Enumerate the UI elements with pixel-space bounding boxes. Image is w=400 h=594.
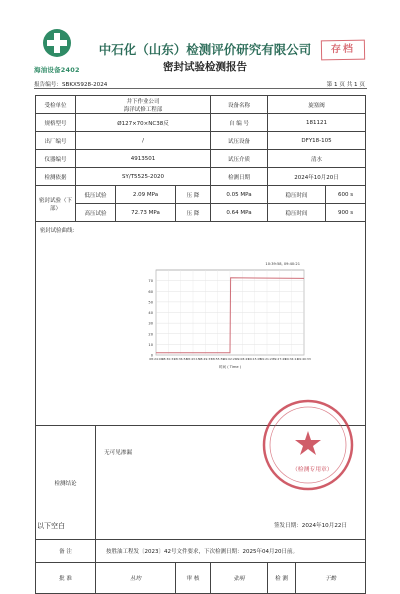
y-tick-label: 50 bbox=[148, 300, 153, 305]
label-test-equipment: 试压设备 bbox=[211, 132, 268, 150]
x-tick-label: 08:43:15 bbox=[186, 357, 200, 361]
label-approve: 批 准 bbox=[36, 563, 96, 594]
label-high-hold: 稳压时间 bbox=[268, 204, 326, 222]
label-instrument-number: 仪器编号 bbox=[36, 150, 76, 168]
unit-line-1: 井下作业公司 bbox=[126, 98, 160, 105]
value-equipment-name: 旋塞阀 bbox=[268, 96, 366, 114]
label-seal-test: 密封试验（下部） bbox=[36, 186, 76, 222]
logo-caption: 海油设备2402 bbox=[34, 66, 80, 74]
label-standard: 检测依据 bbox=[36, 168, 76, 186]
report-title: 密封试验检测报告 bbox=[163, 61, 247, 73]
value-self-number: 181121 bbox=[268, 114, 366, 132]
y-tick-label: 60 bbox=[148, 289, 153, 294]
row-standard bbox=[36, 168, 366, 186]
label-test-date: 检测日期 bbox=[211, 168, 268, 186]
sign-date: 签发日期：2024年10月22日 bbox=[273, 523, 348, 529]
label-low-pressure: 低压试验 bbox=[76, 186, 116, 204]
row-high-pressure bbox=[36, 204, 366, 222]
y-tick-label: 30 bbox=[148, 321, 153, 326]
report-number: 报告编号：SBKX5928-2024 bbox=[34, 82, 108, 88]
row-low-pressure bbox=[36, 186, 366, 204]
label-conclusion: 检测结论 bbox=[36, 426, 96, 540]
value-test-medium: 清水 bbox=[268, 150, 366, 168]
label-low-hold: 稳压时间 bbox=[268, 186, 326, 204]
label-review: 审 核 bbox=[176, 563, 211, 594]
label-self-number: 自 编 号 bbox=[211, 114, 268, 132]
label-high-pressure: 高压试验 bbox=[76, 204, 116, 222]
row-factory bbox=[36, 132, 366, 150]
value-test-date: 2024年10月20日 bbox=[268, 168, 366, 186]
row-model bbox=[36, 114, 366, 132]
value-standard: SY/T5525-2020 bbox=[76, 168, 211, 186]
y-tick-label: 0 bbox=[150, 353, 153, 358]
x-tick-label: 08:24:09 bbox=[149, 357, 163, 361]
value-low-hold: 600 s bbox=[326, 186, 366, 204]
x-tick-label: 09:27:49 bbox=[272, 357, 287, 361]
company-name: 中石化（山东）检测评价研究有限公司 bbox=[98, 42, 312, 57]
value-low-pressure: 2.09 MPa bbox=[116, 186, 176, 204]
x-tick-label: 09:21:27 bbox=[260, 357, 274, 361]
y-tick-label: 20 bbox=[148, 332, 153, 337]
company-logo-icon bbox=[42, 28, 72, 58]
label-low-drop: 压 降 bbox=[176, 186, 211, 204]
label-high-drop: 压 降 bbox=[176, 204, 211, 222]
y-tick-label: 40 bbox=[148, 311, 153, 315]
official-seal-icon bbox=[258, 395, 358, 495]
x-tick-label: 09:15:05 bbox=[247, 357, 262, 361]
end-note: 以下空白 bbox=[37, 522, 65, 530]
value-model: Ø127×70×NC38反 bbox=[76, 114, 211, 132]
chart-section-title: 密封试验曲线： bbox=[40, 228, 78, 234]
archive-stamp: 存档 bbox=[321, 40, 365, 61]
y-tick-label: 70 bbox=[148, 279, 153, 284]
row-approval bbox=[36, 563, 366, 594]
value-instrument-number: 4913501 bbox=[76, 150, 211, 168]
x-tick-label: 08:36:53 bbox=[173, 357, 188, 361]
y-tick-label: 10 bbox=[148, 342, 153, 347]
x-axis-label: 时间 ( Time ) bbox=[218, 365, 242, 369]
review-signature: 张明 bbox=[211, 563, 268, 594]
conclusion-text: 无可见渗漏 bbox=[104, 450, 132, 456]
x-tick-label: 08:30:31 bbox=[161, 357, 176, 361]
remarks-text: 按胜油工程发〔2023〕42号文件要求，下次检测日期：2025年04月20日前。 bbox=[96, 540, 366, 563]
value-inspected-unit bbox=[76, 96, 211, 114]
label-inspected-unit: 受检单位 bbox=[36, 96, 76, 114]
value-test-equipment: DFY18-105 bbox=[268, 132, 366, 150]
x-tick-label: 09:08:43 bbox=[235, 357, 250, 361]
value-factory-number: / bbox=[76, 132, 211, 150]
label-model: 规格型号 bbox=[36, 114, 76, 132]
label-remarks: 备 注 bbox=[36, 540, 96, 563]
seal-test-chart bbox=[114, 252, 314, 377]
value-high-drop: 0.64 MPa bbox=[211, 204, 268, 222]
value-high-hold: 900 s bbox=[326, 204, 366, 222]
x-tick-label: 08:55:59 bbox=[210, 357, 225, 361]
row-unit bbox=[36, 96, 366, 114]
report-table bbox=[35, 95, 366, 594]
x-tick-label: 09:34:11 bbox=[284, 357, 299, 361]
row-remarks bbox=[36, 540, 366, 563]
value-high-pressure: 72.73 MPa bbox=[116, 204, 176, 222]
x-tick-label: 09:40:33 bbox=[297, 357, 311, 361]
chart-legend: 10:39:58, 09:40:21 bbox=[265, 262, 300, 266]
label-inspect: 检 测 bbox=[268, 563, 296, 594]
seal-caption: （检测专用章） bbox=[292, 467, 333, 473]
label-test-medium: 试压介质 bbox=[211, 150, 268, 168]
row-instrument bbox=[36, 150, 366, 168]
value-low-drop: 0.05 MPa bbox=[211, 186, 268, 204]
x-tick-label: 08:49:37 bbox=[198, 357, 213, 361]
x-tick-label: 09:02:21 bbox=[223, 357, 237, 361]
unit-line-2: 海洋试修工程部 bbox=[123, 106, 163, 113]
header-divider bbox=[34, 88, 367, 89]
label-equipment-name: 设备名称 bbox=[211, 96, 268, 114]
label-factory-number: 出厂编号 bbox=[36, 132, 76, 150]
page-info: 第 1 页 共 1 页 bbox=[326, 82, 365, 88]
approve-signature: 丛均 bbox=[96, 563, 176, 594]
inspect-signature: 于勤 bbox=[296, 563, 366, 594]
